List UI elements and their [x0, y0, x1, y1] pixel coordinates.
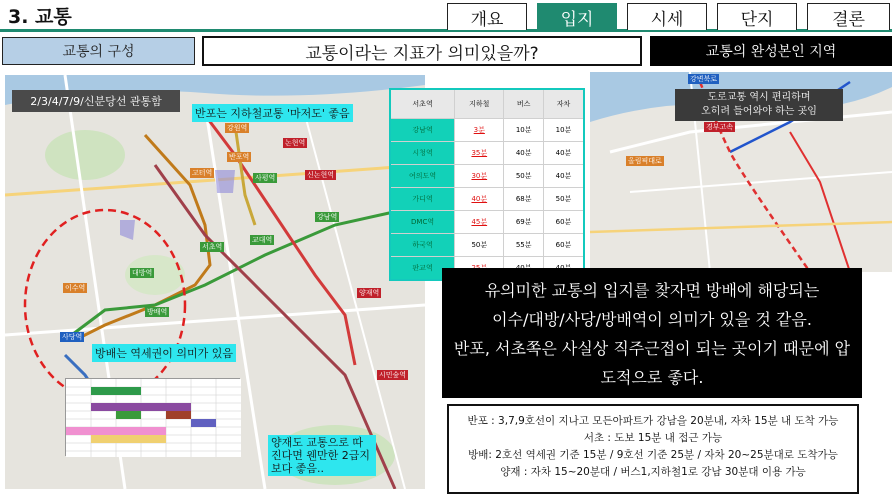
mini-schedule-graphic	[66, 379, 241, 457]
table-cell-bus: 68분	[504, 188, 544, 211]
page-title: 3. 교통	[8, 6, 72, 28]
station-yangjae-citizen-forest: 시민숲역	[379, 371, 407, 379]
station-sapyeong: 사평역	[255, 174, 276, 182]
info-line-banpo: 반포 : 3,7,9호선이 지나고 모든아파트가 강남을 20분내, 자차 15분 내 도착 가능	[467, 415, 839, 427]
station-seocho: 서초역	[202, 243, 223, 251]
banpo-note: 반포는 지하철교통 '마저도' 좋음	[192, 104, 353, 122]
table-cell-subway: 45분	[455, 211, 504, 234]
station-sadang: 사당역	[62, 333, 83, 341]
info-line-bangbae: 방배: 2호선 역세권 기준 15분 / 9호선 기준 25분 / 자차 20~25분대로 도착가능	[468, 449, 838, 461]
table-cell-subway: 50분	[455, 234, 504, 257]
road-label-gyeongbu: 경부고속	[706, 123, 734, 131]
table-cell-station: 하국역	[390, 234, 455, 257]
table-cell-subway: 40분	[455, 188, 504, 211]
table-cell-station: 판교역	[390, 257, 455, 281]
table-cell-station: 여의도역	[390, 165, 455, 188]
info-box	[447, 404, 859, 494]
table-row	[390, 188, 584, 211]
station-nonhyeon: 논현역	[285, 139, 306, 147]
table-cell-bus: 50분	[504, 165, 544, 188]
table-header-cell: 서초역	[390, 89, 455, 119]
table-row	[390, 234, 584, 257]
bangbae-note: 방배는 역세권이 의미가 있음	[92, 344, 236, 362]
table-header-cell: 자차	[543, 89, 584, 119]
analysis-line-1: 유의미한 교통의 입지를 찾자면 방배에 해당되는	[484, 281, 820, 300]
tab-price[interactable]: 시세	[627, 3, 707, 30]
station-daebang: 대방역	[132, 269, 153, 277]
station-yangjae: 양재역	[359, 289, 380, 297]
tab-location[interactable]: 입지	[537, 3, 617, 30]
table-cell-car: 60분	[543, 234, 584, 257]
table-cell-car: 40분	[543, 165, 584, 188]
road-label-gangbyeon: 강변북로	[690, 75, 718, 83]
station-gyodae: 교대역	[252, 236, 273, 244]
table-row	[390, 142, 584, 165]
table-row	[390, 211, 584, 234]
tab-conclusion[interactable]: 결론	[807, 3, 890, 30]
tab-complex[interactable]: 단지	[717, 3, 797, 30]
analysis-line-4: 도적으로 좋다.	[600, 368, 704, 387]
table-cell-car: 60분	[543, 211, 584, 234]
info-line-yangjae: 양재 : 자차 15~20분대 / 버스1,지하철1로 강남 30분대 이용 가능	[500, 466, 806, 478]
table-header-row	[390, 89, 584, 119]
table-cell-station: DMC역	[390, 211, 455, 234]
station-bangbae: 방배역	[147, 308, 168, 316]
road-note	[675, 89, 843, 121]
section-label-composition: 교통의 구성	[2, 37, 195, 65]
analysis-line-2: 이수/대방/사당/방배역이 의미가 있을 것 같음.	[492, 310, 812, 329]
road-note-line-1: 도로교통 역시 편리하며	[707, 92, 811, 103]
commute-time-table	[389, 88, 585, 281]
table-cell-bus: 69분	[504, 211, 544, 234]
station-gotoe: 고터역	[192, 169, 213, 177]
section-question: 교통이라는 지표가 의미있을까?	[202, 36, 642, 66]
station-gangnam: 강남역	[317, 213, 338, 221]
section-label-complete: 교통의 완성본인 지역	[650, 36, 892, 66]
station-sinnonhyeon: 신논현역	[307, 171, 335, 179]
station-banpo: 반포역	[229, 153, 250, 161]
table-header-cell: 지하철	[455, 89, 504, 119]
table-cell-station: 강남역	[390, 119, 455, 142]
road-label-olympic: 올림픽대로	[628, 157, 662, 165]
info-line-seocho: 서초 : 도보 15분 내 접근 가능	[583, 432, 723, 444]
table-cell-bus: 55분	[504, 234, 544, 257]
table-cell-station: 시청역	[390, 142, 455, 165]
table-row	[390, 165, 584, 188]
table-cell-car: 50분	[543, 188, 584, 211]
mini-schedule-table	[65, 378, 240, 456]
subway-lines-label: 2/3/4/7/9/신분당선 관통함	[12, 90, 180, 112]
title-bar	[0, 0, 440, 30]
table-cell-car: 40분	[543, 142, 584, 165]
table-cell-subway: 30분	[455, 165, 504, 188]
table-cell-subway: 35분	[455, 142, 504, 165]
table-cell-bus: 10분	[504, 119, 544, 142]
table-cell-car: 10분	[543, 119, 584, 142]
yangjae-note: 양재도 교통으로 따진다면 웬만한 2급지보다 좋음..	[268, 435, 376, 476]
road-note-line-2: 오히려 들어와야 하는 곳임	[701, 106, 817, 117]
station-gangwon: 강원역	[227, 124, 248, 132]
table-cell-bus: 40분	[504, 142, 544, 165]
table-cell-station: 가디역	[390, 188, 455, 211]
analysis-box	[442, 268, 862, 398]
table-cell-subway: 3분	[455, 119, 504, 142]
table-header-cell: 버스	[504, 89, 544, 119]
analysis-line-3: 반포, 서초쪽은 사실상 직주근접이 되는 곳이기 때문에 압	[453, 339, 851, 358]
station-isu: 이수역	[65, 284, 86, 292]
table-row	[390, 119, 584, 142]
tab-overview[interactable]: 개요	[447, 3, 527, 30]
